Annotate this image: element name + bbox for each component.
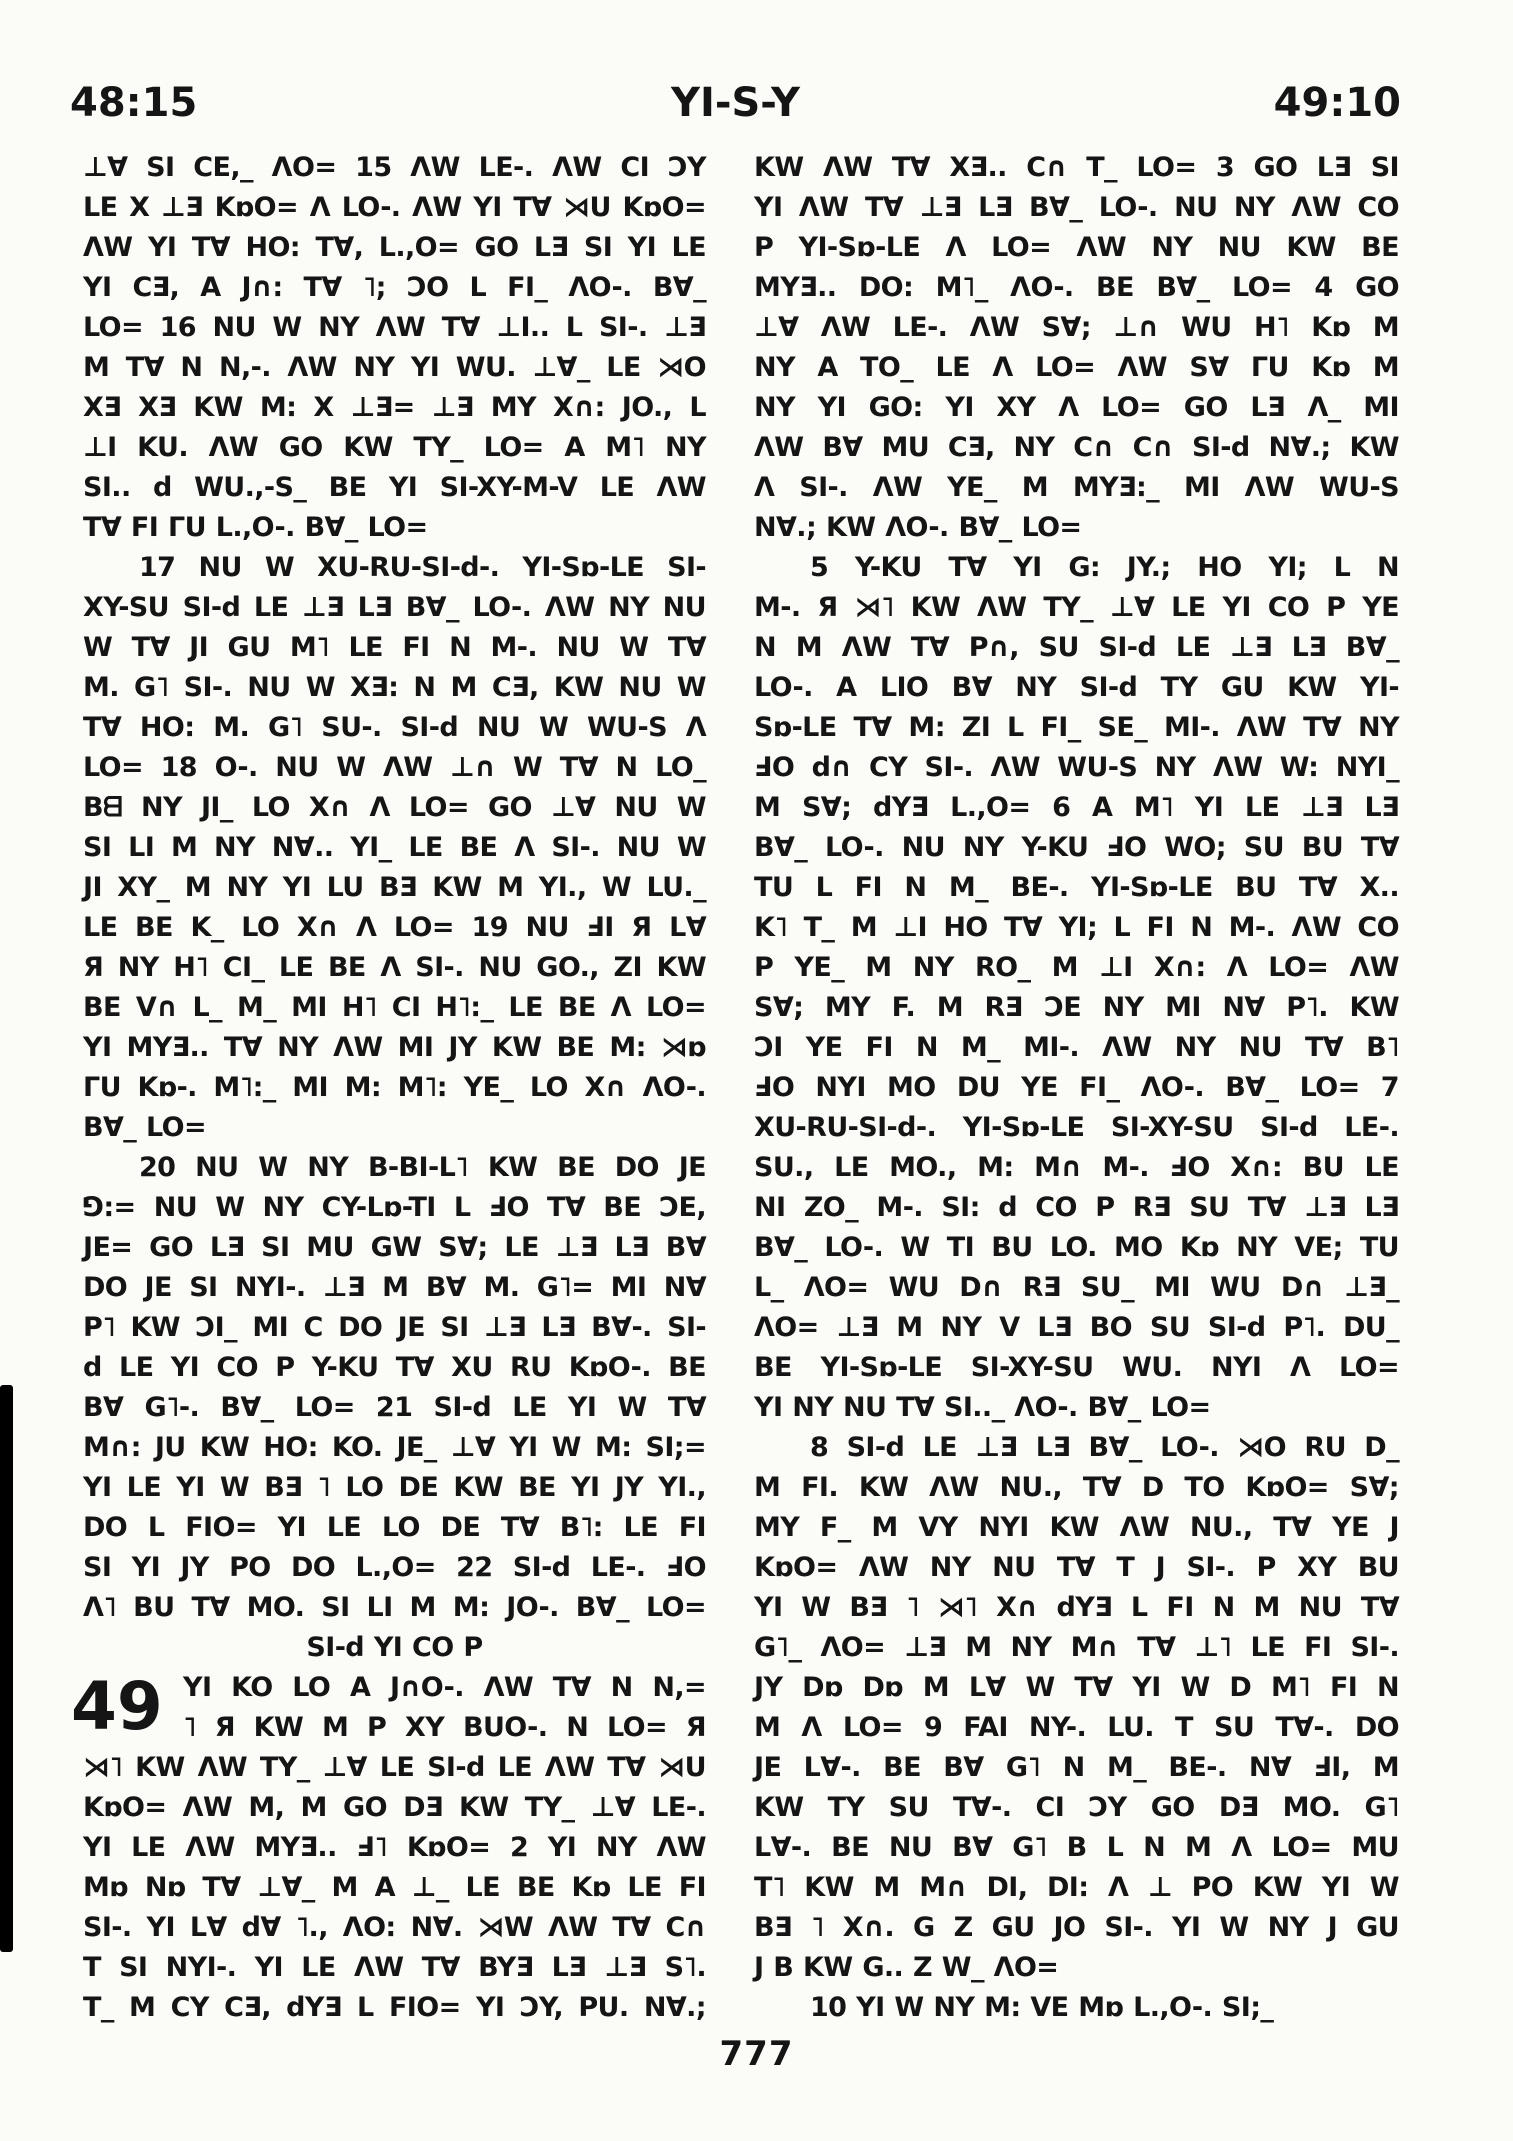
text-line: d LE YI CO P Y-KU T∀ XU RU KɒO-. BE xyxy=(83,1352,706,1383)
text-line: B∀ G˥-. B∀_ LO= 21 SI-d LE YI W T∀ xyxy=(83,1392,706,1423)
text-line: ˥ Я KW M P XY BUO-. N LO= Я xyxy=(183,1712,706,1743)
text-line: YI LE ɅW MYƎ.. Ⅎ˥ KɒO= 2 YI NY ɅW xyxy=(83,1832,706,1863)
text-line: Я NY H˥ CI_ LE BE Ʌ SI-. NU GO., ZI KW xyxy=(83,952,706,983)
chapter-side-lines xyxy=(183,1668,706,1748)
text-line: B∀_ LO= xyxy=(83,1112,206,1143)
text-line: P YE_ M NY RO_ M ⊥I X∩: Ʌ LO= ɅW xyxy=(754,952,1399,983)
text-line: KW ɅW T∀ XƎ.. C∩ T_ LO= 3 GO LƎ SI xyxy=(754,152,1399,183)
text-line: LO= 16 NU W NY ɅW T∀ ⊥I.. L SI-. ⊥Ǝ xyxy=(83,312,706,343)
text-line: ℲO d∩ CY SI-. ɅW WU-S NY ɅW W: NYI_ xyxy=(754,752,1399,783)
text-line: ɅO= ⊥Ǝ M NY V LƎ BO SU SI-d P˥. DU_ xyxy=(754,1312,1399,1343)
text-line: KɒO= ɅW NY NU T∀ T J SI-. P XY BU xyxy=(754,1552,1399,1583)
text-line: MYƎ.. DO: M˥_ ɅO-. BE B∀_ LO= 4 GO xyxy=(754,272,1399,303)
header-verse-ref-right: 49:10 xyxy=(1273,80,1401,126)
text-line: KɒO= ɅW M, M GO DƎ KW TY_ ⊥∀ LE-. xyxy=(83,1792,706,1823)
header-verse-ref-left: 48:15 xyxy=(70,80,198,126)
text-line: N∀.; KW ɅO-. B∀_ LO= xyxy=(754,512,1082,543)
page-header xyxy=(70,80,1401,132)
text-line: ɅW B∀ MU CƎ, NY C∩ C∩ SI-d N∀.; KW xyxy=(754,432,1399,463)
text-line: JE L∀-. BE B∀ G˥ N M_ BE-. N∀ ℲI, M xyxy=(754,1752,1399,1783)
text-line: Ʌ˥ BU T∀ MO. SI LI M M: JO-. B∀_ LO= xyxy=(83,1592,706,1623)
text-line: J B KW G.. Z W_ ɅO= xyxy=(754,1952,1059,1983)
text-line: M S∀; dYƎ L.,O= 6 A M˥ YI LE ⊥Ǝ LƎ xyxy=(754,792,1399,823)
section-heading: SI-d YI CO P xyxy=(306,1632,483,1663)
text-line: ℲO NYI MO DU YE FI_ ɅO-. B∀_ LO= 7 xyxy=(754,1072,1399,1103)
text-line: YI MYƎ.. T∀ NY ɅW MI JY KW BE M: ⋊ɒ xyxy=(83,1032,706,1063)
text-line: ⅁:= NU W NY CY-Lɒ-TI L ℲO T∀ BE ƆE, xyxy=(83,1192,706,1223)
text-line: TU L FI N M_ BE-. YI-Sɒ-LE BU T∀ X.. xyxy=(754,872,1399,903)
text-line: MY F_ M VY NYI KW ɅW NU., T∀ YE J xyxy=(754,1512,1399,1543)
text-line: SI.. d WU.,-S_ BE YI SI-XY-M-V LE ɅW xyxy=(83,472,706,503)
text-line: K˥ T_ M ⊥I HO T∀ YI; L FI N M-. ɅW CO xyxy=(754,912,1399,943)
text-line: ɅW YI T∀ HO: T∀, L.,O= GO LƎ SI YI LE xyxy=(83,232,706,263)
chapter-number: 49 xyxy=(71,1668,163,1745)
left-column-after-lines xyxy=(83,1748,706,2028)
header-book-title: YI-S-Y xyxy=(671,80,800,126)
text-line: YI NY NU T∀ SI.._ ɅO-. B∀_ LO= xyxy=(754,1392,1211,1423)
text-line: YI W BƎ ˥ ⋊˥ X∩ dYƎ L FI N M NU T∀ xyxy=(754,1592,1399,1623)
text-line: ⋊˥ KW ɅW TY_ ⊥∀ LE SI-d LE ɅW T∀ ⋊U xyxy=(83,1752,706,1783)
text-line: LO= 18 O-. NU W ɅW ⊥∩ W T∀ N LO_ xyxy=(83,752,706,783)
text-line: M∩: JU KW HO: KO. JE_ ⊥∀ YI W M: SI;= xyxy=(83,1432,706,1463)
text-line: YI LE YI W BƎ ˥ LO DE KW BE YI JY YI., xyxy=(83,1472,706,1503)
text-line: 17 NU W XU-RU-SI-d-. YI-Sɒ-LE SI- xyxy=(139,552,706,583)
text-line: NI ZO_ M-. SI: d CO P RƎ SU T∀ ⊥Ǝ LƎ xyxy=(754,1192,1399,1223)
text-line: W T∀ JI GU M˥ LE FI N M-. NU W T∀ xyxy=(83,632,706,663)
text-line: Bᗺ NY JI_ LO X∩ Ʌ LO= GO ⊥∀ NU W xyxy=(83,792,706,823)
text-line: XY-SU SI-d LE ⊥Ǝ LƎ B∀_ LO-. ɅW NY NU xyxy=(83,592,706,623)
text-line: XƎ XƎ KW M: X ⊥Ǝ= ⊥Ǝ MY X∩: JO., L xyxy=(83,392,706,423)
text-line: NY A TO_ LE Ʌ LO= ɅW S∀ ΓU Kɒ M xyxy=(754,352,1399,383)
text-line: ⊥∀ ɅW LE-. ɅW S∀; ⊥∩ WU H˥ Kɒ M xyxy=(754,312,1399,343)
text-line: JY Dɒ Dɒ M L∀ W T∀ YI W D M˥ FI N xyxy=(754,1672,1399,1703)
text-line: M Ʌ LO= 9 FAI NY-. LU. T SU T∀-. DO xyxy=(754,1712,1399,1743)
text-line: LE BE K_ LO X∩ Ʌ LO= 19 NU ℲI Я L∀ xyxy=(83,912,706,943)
text-line: ⊥I KU. ɅW GO KW TY_ LO= A M˥ NY xyxy=(83,432,706,463)
text-line: JI XY_ M NY YI LU BƎ KW M YI., W LU._ xyxy=(83,872,706,903)
text-line: L∀-. BE NU B∀ G˥ B L N M Ʌ LO= MU xyxy=(754,1832,1399,1863)
text-line: Mɒ Nɒ T∀ ⊥∀_ M A ⊥_ LE BE Kɒ LE FI xyxy=(83,1872,706,1903)
text-line: B∀_ LO-. W TI BU LO. MO Kɒ NY VE; TU xyxy=(754,1232,1399,1263)
left-column-lines xyxy=(83,148,706,1628)
text-line: LE X ⊥Ǝ KɒO= Ʌ LO-. ɅW YI T∀ ⋊U KɒO= xyxy=(83,192,706,223)
text-line: LO-. A LIO B∀ NY SI-d TY GU KW YI- xyxy=(754,672,1399,703)
text-line: 10 YI W NY M: VE Mɒ L.,O-. SI;_ xyxy=(810,1992,1274,2023)
text-line: M FI. KW ɅW NU., T∀ D TO KɒO= S∀; xyxy=(754,1472,1399,1503)
text-line: B∀_ LO-. NU NY Y-KU ℲO WO; SU BU T∀ xyxy=(754,832,1399,863)
chapter-start-block xyxy=(71,1668,706,1748)
text-line: L_ ɅO= WU D∩ RƎ SU_ MI WU D∩ ⊥Ǝ_ xyxy=(754,1272,1399,1303)
text-line: T_ M CY CƎ, dYƎ L FIO= YI ƆY, PU. N∀.; xyxy=(83,1992,706,2023)
text-line: P˥ KW ƆI_ MI C DO JE SI ⊥Ǝ LƎ B∀-. SI- xyxy=(83,1312,706,1343)
text-line: N M ɅW T∀ P∩, SU SI-d LE ⊥Ǝ LƎ B∀_ xyxy=(754,632,1399,663)
text-line: T∀ HO: M. G˥ SU-. SI-d NU W WU-S Ʌ xyxy=(83,712,706,743)
text-line: T˥ KW M M∩ DI, DI: Ʌ ⊥ PO KW YI W xyxy=(754,1872,1399,1903)
text-line: JE= GO LƎ SI MU GW S∀; LE ⊥Ǝ LƎ B∀ xyxy=(83,1232,706,1263)
text-line: Sɒ-LE T∀ M: ZI L FI_ SE_ MI-. ɅW T∀ NY xyxy=(754,712,1399,743)
text-line: YI CƎ, A J∩: T∀ ˥; ƆO L FI_ ɅO-. B∀_ xyxy=(83,272,706,303)
text-line: SU., LE MO., M: M∩ M-. ℲO X∩: BU LE xyxy=(754,1152,1399,1183)
text-line: M T∀ N N,-. ɅW NY YI WU. ⊥∀_ LE ⋊O xyxy=(83,352,706,383)
text-line: BE YI-Sɒ-LE SI-XY-SU WU. NYI Ʌ LO= xyxy=(754,1352,1399,1383)
text-line: T∀ FI ΓU L.,O-. B∀_ LO= xyxy=(83,512,428,543)
text-line: BƎ ˥ X∩. G Z GU JO SI-. YI W NY J GU xyxy=(754,1912,1399,1943)
left-text-column xyxy=(71,148,706,2028)
text-line: 20 NU W NY B-BI-L˥ KW BE DO JE xyxy=(139,1152,706,1183)
text-line: XU-RU-SI-d-. YI-Sɒ-LE SI-XY-SU SI-d LE-. xyxy=(754,1112,1399,1143)
text-line: SI LI M NY N∀.. YI_ LE BE Ʌ SI-. NU W xyxy=(83,832,706,863)
text-line: 5 Y-KU T∀ YI G: JY.; HO YI; L N xyxy=(810,552,1399,583)
right-column-lines xyxy=(754,148,1399,2028)
page-number: 777 xyxy=(719,2034,794,2074)
text-line: M-. Я ⋊˥ KW ɅW TY_ ⊥∀ LE YI CO P YE xyxy=(754,592,1399,623)
text-line: SI-. YI L∀ d∀ ˥., ɅO: N∀. ⋊W ɅW T∀ C∩ xyxy=(83,1912,706,1943)
text-line: SI YI JY PO DO L.,O= 22 SI-d LE-. ℲO xyxy=(83,1552,706,1583)
text-line: G˥_ ɅO= ⊥Ǝ M NY M∩ T∀ ⊥˥ LE FI SI-. xyxy=(754,1632,1399,1663)
text-line: DO L FIO= YI LE LO DE T∀ B˥: LE FI xyxy=(83,1512,706,1543)
text-line: NY YI GO: YI XY Ʌ LO= GO LƎ Ʌ_ MI xyxy=(754,392,1399,423)
text-line: ƆI YE FI N M_ MI-. ɅW NY NU T∀ B˥ xyxy=(754,1032,1399,1063)
text-line: YI ɅW T∀ ⊥Ǝ LƎ B∀_ LO-. NU NY ɅW CO xyxy=(754,192,1399,223)
text-line: ⊥∀ SI CE,_ ɅO= 15 ɅW LE-. ɅW CI ƆY xyxy=(83,152,706,183)
text-line: S∀; MY F. M RƎ ƆE NY MI N∀ P˥. KW xyxy=(754,992,1399,1023)
text-line: P YI-Sɒ-LE Ʌ LO= ɅW NY NU KW BE xyxy=(754,232,1399,263)
text-line: ΓU Kɒ-. M˥:_ MI M: M˥: YE_ LO X∩ ɅO-. xyxy=(83,1072,706,1103)
text-line: YI KO LO A J∩O-. ɅW T∀ N N,= xyxy=(183,1672,706,1703)
scan-artifact-bar xyxy=(0,1385,13,1952)
text-line: 8 SI-d LE ⊥Ǝ LƎ B∀_ LO-. ⋊O RU D_ xyxy=(810,1432,1399,1463)
text-line: KW TY SU T∀-. CI ƆY GO DƎ MO. G˥ xyxy=(754,1792,1399,1823)
text-line: BE V∩ L_ M_ MI H˥ CI H˥:_ LE BE Ʌ LO= xyxy=(83,992,706,1023)
text-line: T SI NYI-. YI LE ɅW T∀ BYƎ LƎ ⊥Ǝ S˥. xyxy=(83,1952,706,1983)
text-line: DO JE SI NYI-. ⊥Ǝ M B∀ M. G˥= MI N∀ xyxy=(83,1272,706,1303)
text-line: Ʌ SI-. ɅW YE_ M MYƎ:_ MI ɅW WU-S xyxy=(754,472,1399,503)
right-text-column xyxy=(754,148,1399,2028)
text-line: M. G˥ SI-. NU W XƎ: N M CƎ, KW NU W xyxy=(83,672,706,703)
